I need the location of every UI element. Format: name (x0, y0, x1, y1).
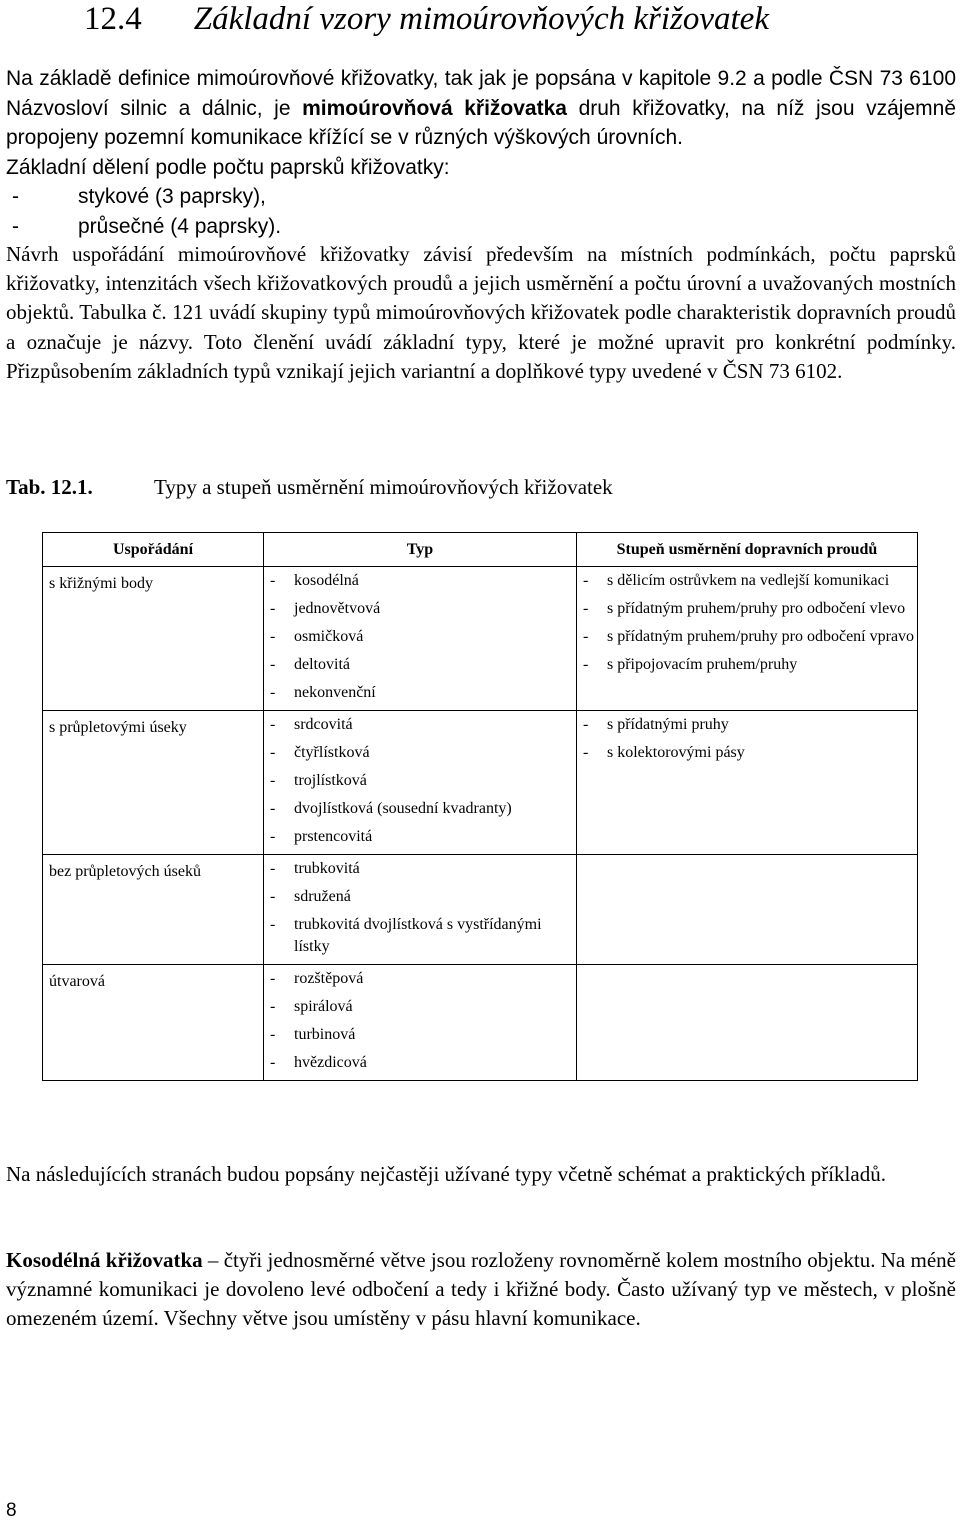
intro-text-a: Na základě definice mimoúrovňové křižovatky, tak jak je popsána v kapitole 9.2 a podle ČSN 73 6100 Názvosloví silnic a dálnic, je (6, 67, 956, 120)
type-item (270, 968, 576, 996)
list-item-text: stykové (3 paprsky), (78, 185, 266, 208)
item-dash: - (583, 656, 589, 673)
item-dash: - (270, 828, 276, 845)
intro-paragraph (6, 64, 956, 153)
item-dash: - (270, 600, 276, 617)
item-dash: - (583, 572, 589, 589)
item-dash: - (270, 716, 276, 733)
header-degree: Stupeň usměrnění dopravních proudů (577, 533, 918, 567)
type-item-text: jednovětvová (294, 600, 381, 617)
list-dash: - (12, 185, 19, 208)
item-dash: - (270, 772, 276, 789)
type-item (270, 714, 576, 742)
type-item (270, 570, 576, 598)
type-item-text: srdcovitá (294, 716, 353, 733)
cell-arrangement: bez průpletových úseků (43, 855, 264, 965)
item-dash: - (270, 684, 276, 701)
list-item (6, 182, 956, 212)
type-item (270, 742, 576, 770)
type-item-text: čtyřlístková (294, 744, 370, 761)
type-item-text: trubkovitá (294, 860, 360, 877)
type-item (270, 826, 576, 854)
item-dash: - (270, 628, 276, 645)
intro-text-b: druh křižovatky, na níž jsou vzájemně propojeny pozemní komunikace křížící se v různých výškových úrovních. (6, 96, 956, 149)
type-item (270, 654, 576, 682)
item-dash: - (270, 1026, 276, 1043)
type-item (270, 914, 576, 964)
degree-item (583, 714, 917, 742)
type-item (270, 1052, 576, 1080)
division-paragraph: Základní dělení podle počtu paprsků křižovatky: (6, 155, 450, 179)
degree-item-text: s připojovacím pruhem/pruhy (607, 656, 798, 673)
division-list (6, 182, 956, 241)
degree-item (583, 626, 917, 654)
cell-types (264, 855, 577, 965)
page-number: 8 (6, 1500, 17, 1521)
item-dash: - (583, 716, 589, 733)
cell-degrees (577, 855, 918, 965)
degree-item-text: s přídatným pruhem/pruhy pro odbočení vpravo (607, 628, 915, 645)
table-row (43, 711, 918, 855)
item-dash: - (270, 1054, 276, 1071)
item-dash: - (270, 656, 276, 673)
type-item-text: turbinová (294, 1026, 356, 1043)
table-row (43, 855, 918, 965)
type-item (270, 996, 576, 1024)
type-item (270, 598, 576, 626)
section-heading (84, 0, 960, 38)
proposal-paragraph: Návrh uspořádání mimoúrovňové křižovatky závisí především na místních podmínkách, počtu paprsků křižovatky, intenzitách všech křižovatkových proudů a jejich usměrnění a počtu úrovní a uvažovaných mostních objektů. Tabulka č. 121 uvádí skupiny typů mimoúrovňových křižovatek podle charakteristik dopravních proudů a označuje je názvy. Toto členění uvádí základní typy, které je možné upravit pro konkrétní podmínky. Přizpůsobením základních typů vznikají jejich variantní a doplňkové typy uvedené v ČSN 73 6102. (6, 242, 956, 383)
cell-degrees (577, 567, 918, 711)
header-type: Typ (264, 533, 577, 567)
cell-types (264, 965, 577, 1081)
type-item-text: rozštěpová (294, 970, 364, 987)
cell-degrees (577, 965, 918, 1081)
header-arrangement: Uspořádání (43, 533, 264, 567)
type-item-text: trojlístková (294, 772, 367, 789)
degree-item-text: s kolektorovými pásy (607, 744, 745, 761)
cell-arrangement: s křižnými body (43, 567, 264, 711)
cell-degrees (577, 711, 918, 855)
degree-item (583, 654, 917, 682)
section-title: Základní vzory mimoúrovňových křižovatek (193, 1, 769, 37)
type-item-text: hvězdicová (294, 1054, 367, 1071)
type-item-text: deltovitá (294, 656, 350, 673)
item-dash: - (583, 628, 589, 645)
list-item (6, 212, 956, 242)
degree-item (583, 570, 917, 598)
type-item-text: trubkovitá dvojlístková s vystřídanými lístky (294, 916, 542, 955)
item-dash: - (583, 744, 589, 761)
type-item (270, 682, 576, 710)
type-item (270, 798, 576, 826)
type-item (270, 1024, 576, 1052)
type-item (270, 626, 576, 654)
kosodelna-text: – čtyři jednosměrné větve jsou rozloženy rovnoměrně kolem mostního objektu. Na méně významné komunikaci je dovoleno levé odbočení a tedy i křižné body. Často užívaný typ ve městech, v plošně omezeném území. Všechny větve jsou umístěny v pásu hlavní komunikace. (6, 1248, 956, 1331)
table-caption (6, 472, 956, 502)
item-dash: - (270, 916, 276, 933)
intro-block (6, 64, 956, 241)
type-item-text: dvojlístková (sousední kvadranty) (294, 800, 512, 817)
intro-bold-term: mimoúrovňová křižovatka (302, 96, 567, 120)
table-caption-text: Typy a stupeň usměrnění mimoúrovňových křižovatek (154, 475, 613, 499)
table-header-row (43, 533, 918, 567)
type-item-text: kosodélná (294, 572, 359, 589)
type-item-text: sdružená (294, 888, 351, 905)
list-dash: - (12, 214, 19, 238)
junction-types-table (42, 532, 918, 1081)
item-dash: - (270, 888, 276, 905)
type-item-text: osmičková (294, 628, 364, 645)
degree-item-text: s dělicím ostrůvkem na vedlejší komunikaci (607, 572, 890, 589)
type-item-text: prstencovitá (294, 828, 373, 845)
type-item (270, 858, 576, 886)
type-item-text: spirálová (294, 998, 353, 1015)
degree-item-text: s přídatnými pruhy (607, 716, 729, 733)
cell-arrangement: útvarová (43, 965, 264, 1081)
item-dash: - (270, 970, 276, 987)
kosodelna-term: Kosodélná křižovatka (6, 1248, 203, 1272)
cell-types (264, 711, 577, 855)
item-dash: - (270, 998, 276, 1015)
type-item-text: nekonvenční (294, 684, 376, 701)
degree-item (583, 742, 917, 770)
cell-arrangement: s průpletovými úseky (43, 711, 264, 855)
type-item (270, 770, 576, 798)
kosodelna-paragraph (6, 1246, 956, 1334)
table-row (43, 965, 918, 1081)
type-item (270, 886, 576, 914)
item-dash: - (583, 600, 589, 617)
item-dash: - (270, 800, 276, 817)
item-dash: - (270, 744, 276, 761)
table-row (43, 567, 918, 711)
item-dash: - (270, 572, 276, 589)
after-table-paragraph: Na následujících stranách budou popsány nejčastěji užívané typy včetně schémat a praktických příkladů. (6, 1162, 886, 1186)
section-number: 12.4 (84, 1, 142, 37)
list-item-text: průsečné (4 paprsky). (78, 214, 282, 238)
item-dash: - (270, 860, 276, 877)
degree-item (583, 598, 917, 626)
degree-item-text: s přídatným pruhem/pruhy pro odbočení vlevo (607, 600, 906, 617)
cell-types (264, 567, 577, 711)
table-caption-label: Tab. 12.1. (6, 475, 93, 499)
